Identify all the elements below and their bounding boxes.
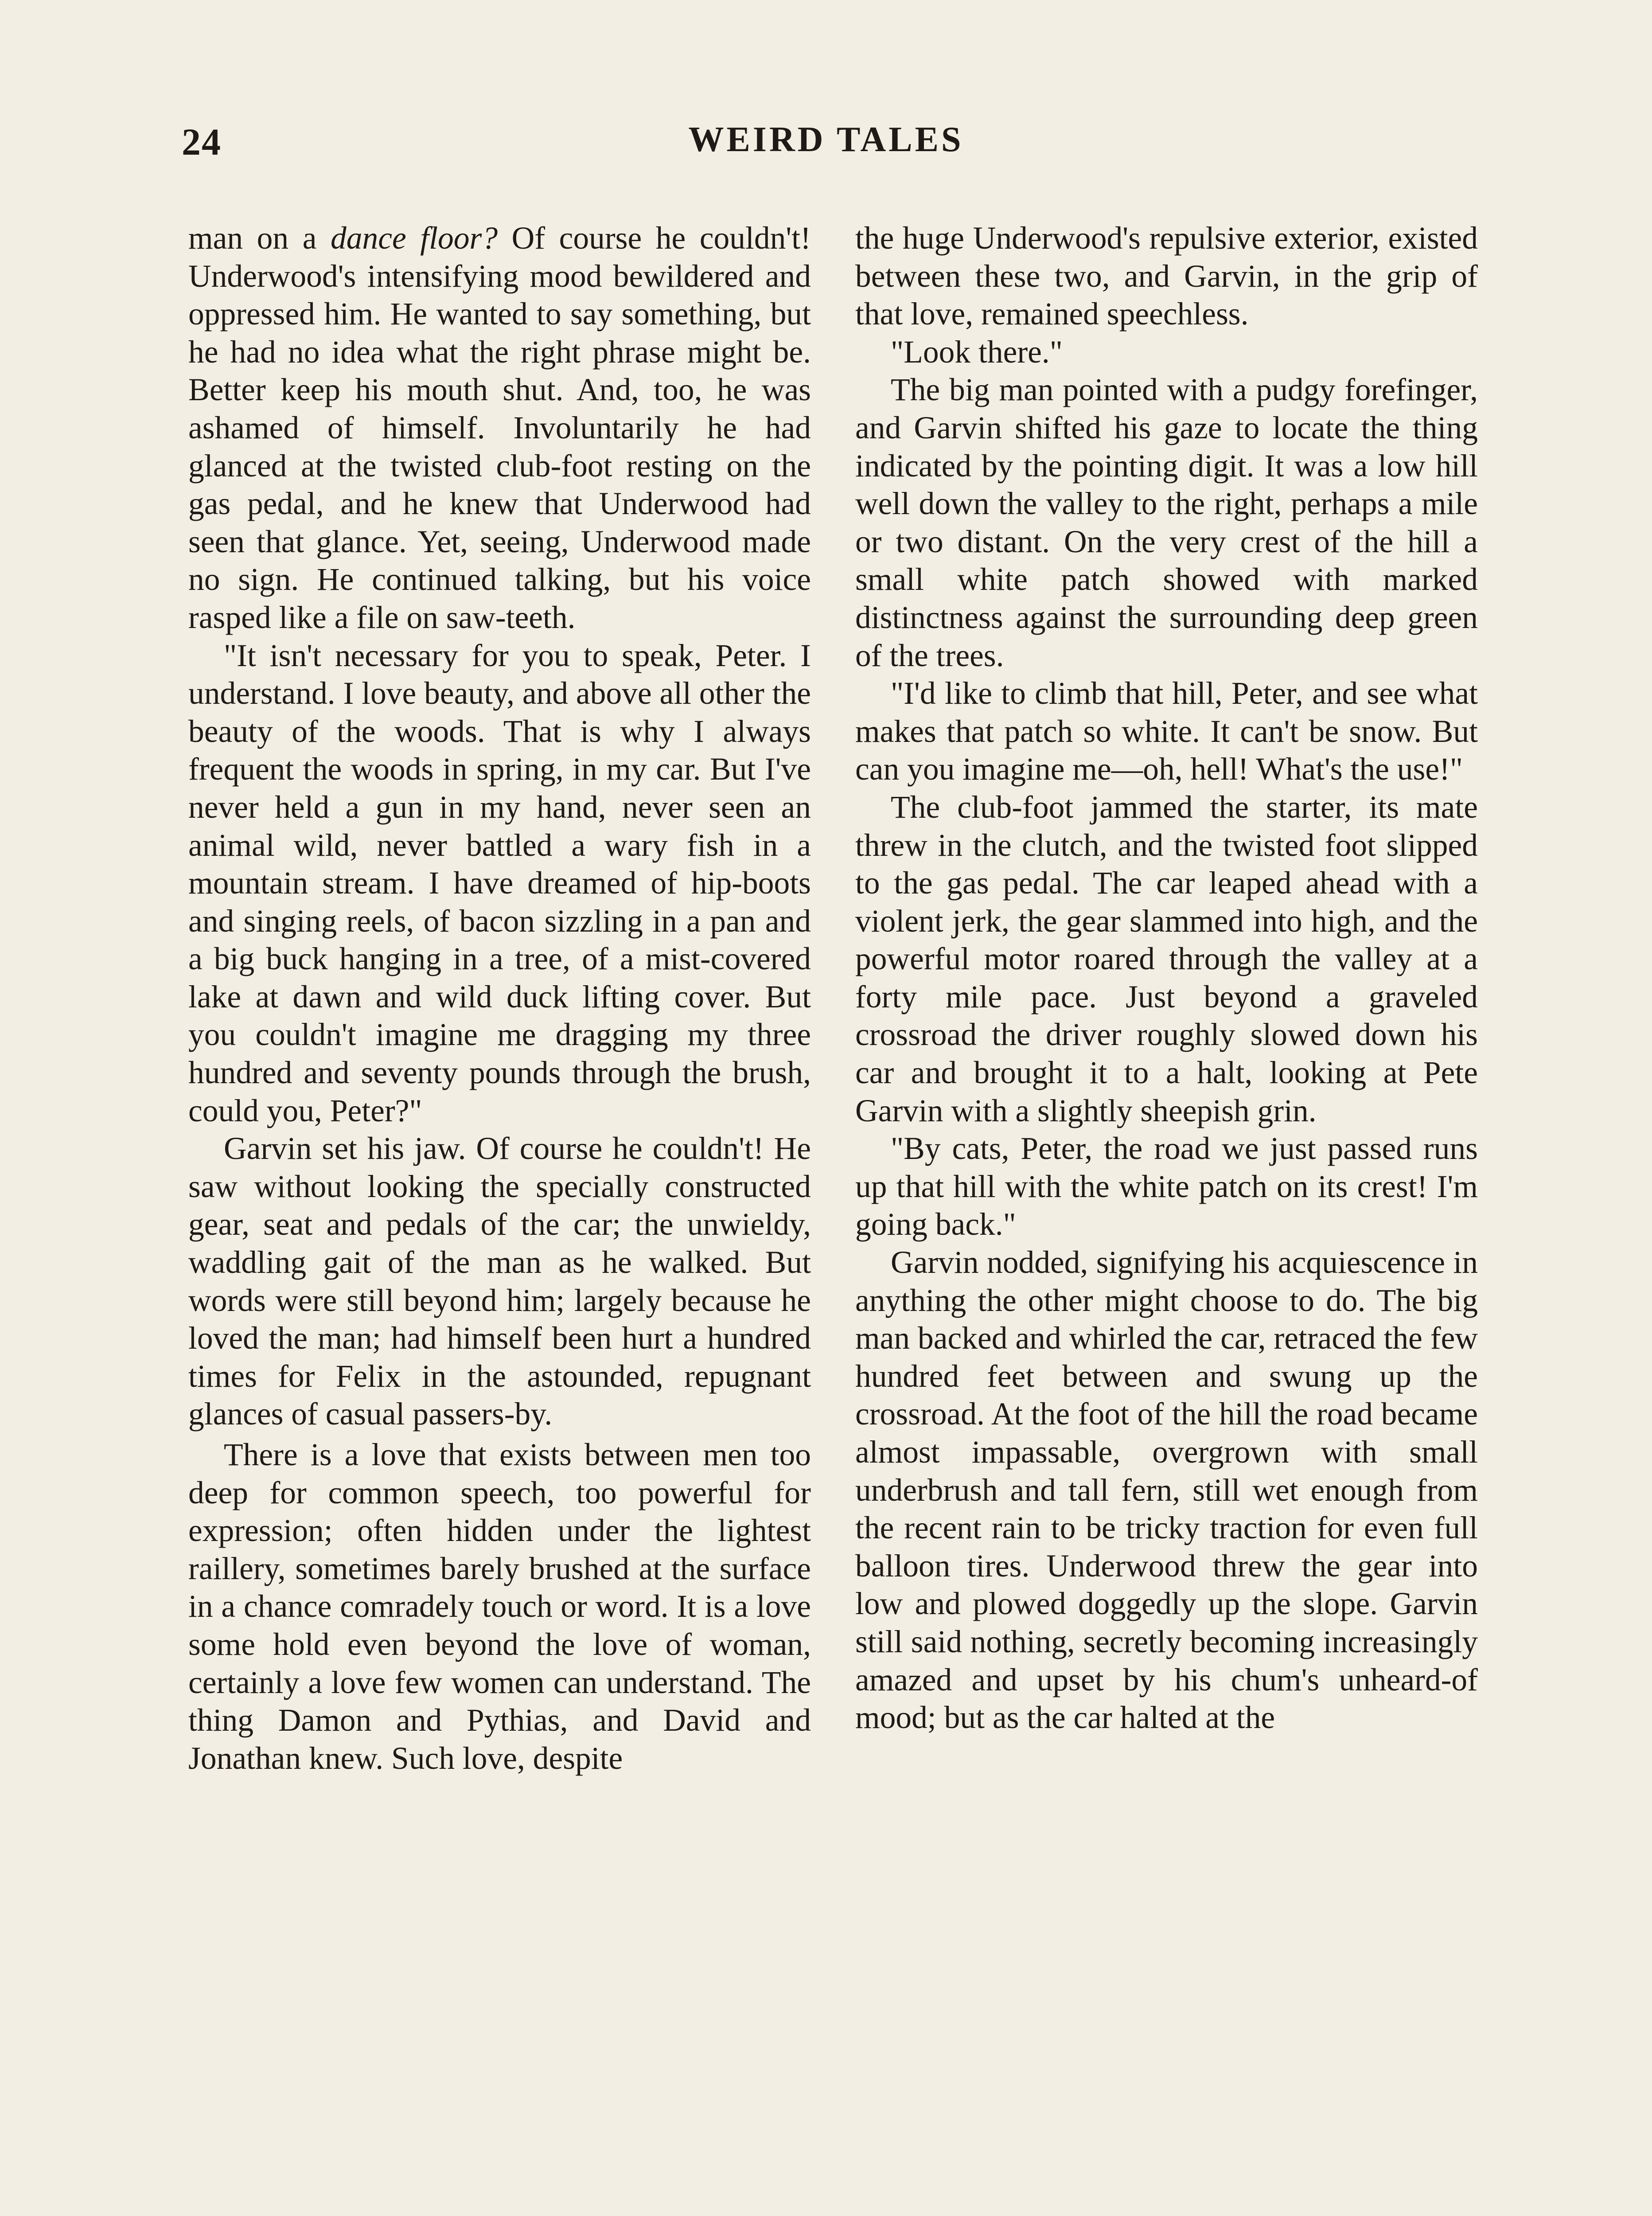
paragraph: Garvin set his jaw. Of course he couldn't! He saw without looking the specially constructed gear, seat and pedals of the car; the unwieldy, waddling gait of the man as he walked. But words were still beyond him; largely because he loved the man; had himself been hurt a hundred times for Felix in the astounded, repugnant glances of casual passers-by. xyxy=(188,1131,811,1432)
page-number: 24 xyxy=(182,121,222,163)
paragraph: "I'd like to climb that hill, Peter, and see what makes that patch so white. It can't be snow. But can you imagine me—oh, hell! What's the use!" xyxy=(855,676,1478,787)
paragraph: "Look there." xyxy=(891,334,1063,370)
emphasized-phrase: dance floor? xyxy=(331,221,498,256)
paragraph-rest: Of course he couldn't! Underwood's intensifying mood bewildered and oppressed him. He wanted to say something, but he had no idea what the right phrase might be. Better keep his mouth shut. And, too, he was ashamed of himself. Involuntarily he had glanced at the twisted club-foot resting on the gas pedal, and he knew that Underwood had seen that glance. Yet, seeing, Underwood made no sign. He continued talking, but his voice rasped like a file on saw-teeth. xyxy=(188,221,811,635)
left-text-column xyxy=(188,219,811,1777)
paragraph: the huge Underwood's repulsive exterior, existed between these two, and Garvin, in the grip of that love, remained speechless. xyxy=(855,221,1478,332)
paragraph xyxy=(188,219,811,637)
paragraph-start: man on a xyxy=(188,221,331,256)
paragraph: There is a love that exists between men too deep for common speech, too powerful for expression; often hidden under the lightest raillery, sometimes barely brushed at the surface in a chance comradely touch or word. It is a love some hold even beyond the love of woman, certainly a love few women can understand. The thing Damon and Pythias, and David and Jonathan knew. Such love, despite xyxy=(188,1437,811,1776)
paragraph: "It isn't necessary for you to speak, Peter. I understand. I love beauty, and above all other the beauty of the woods. That is why I always frequent the woods in spring, in my car. But I've never held a gun in my hand, never seen an animal wild, never battled a wary fish in a mountain stream. I have dreamed of hip-boots and singing reels, of bacon sizzling in a pan and a big buck hanging in a tree, of a mist-covered lake at dawn and wild duck lifting cover. But you couldn't imagine me dragging my three hundred and seventy pounds through the brush, could you, Peter?" xyxy=(188,638,811,1128)
running-title: WEIRD TALES xyxy=(688,120,964,159)
paragraph: "By cats, Peter, the road we just passed runs up that hill with the white patch on its crest! I'm going back." xyxy=(855,1131,1478,1242)
paragraph: The big man pointed with a pudgy forefinger, and Garvin shifted his gaze to locate the thing indicated by the pointing digit. It was a low hill well down the valley to the right, perhaps a mile or two distant. On the very crest of the hill a small white patch showed with marked distinctness against the surrounding deep green of the trees. xyxy=(855,372,1478,673)
paragraph: The club-foot jammed the starter, its mate threw in the clutch, and the twisted foot slipped to the gas pedal. The car leaped ahead with a violent jerk, the gear slammed into high, and the powerful motor roared through the valley at a forty mile pace. Just beyond a graveled crossroad the driver roughly slowed down his car and brought it to a halt, looking at Pete Garvin with a slightly sheepish grin. xyxy=(855,789,1478,1128)
paragraph: Garvin nodded, signifying his acquiescence in anything the other might choose to do. The big man backed and whirled the car, retraced the few hundred feet between and swung up the crossroad. At the foot of the hill the road became almost impassable, overgrown with small underbrush and tall fern, still wet enough from the recent rain to be tricky traction for even full balloon tires. Underwood threw the gear into low and plowed doggedly up the slope. Garvin still said nothing, secretly becoming increasingly amazed and upset by his chum's unheard-of mood; but as the car halted at the xyxy=(855,1245,1478,1736)
right-text-column xyxy=(855,219,1478,1737)
page-header xyxy=(182,120,1470,173)
